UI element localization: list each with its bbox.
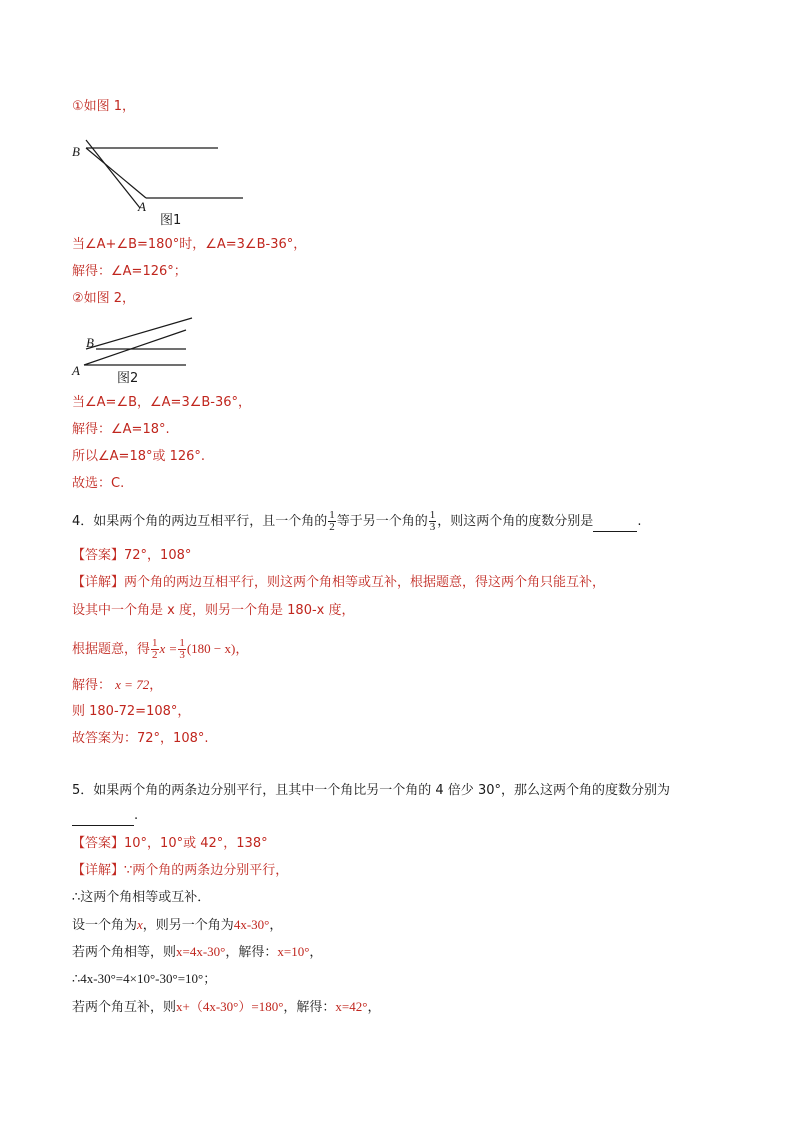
q4-prefix: 4．如果两个角的两边互相平行，且一个角的: [72, 514, 328, 529]
case1-line-2: 解得：∠A=126°；: [72, 264, 187, 279]
q5-detail-line-6: 若两个角互补，则x+（4x-30°）=180°，解得：x=42°，: [72, 999, 381, 1015]
q4-answer-text: 72°，108°: [124, 548, 192, 563]
q4-answer: [72, 547, 191, 565]
q4-answer-tag: 【答案】: [72, 548, 125, 563]
q5-detail-tag: 【详解】: [72, 863, 125, 878]
fig1-label-b: B: [72, 144, 80, 159]
q4-end: .: [637, 514, 642, 529]
q5-detail-line-4: 若两个角相等，则x=4x-30°，解得：x=10°，: [72, 944, 323, 960]
figure-2: [72, 312, 212, 392]
q4-suffix: ，则这两个角的度数分别是: [437, 514, 594, 529]
q4-answer-blank: [593, 513, 637, 532]
case2-line-3: 所以∠A=18°或 126°.: [72, 449, 206, 464]
q4-fraction-1: $\frac{1}{2}$: [329, 509, 335, 533]
case2-title: ②如图 2，: [72, 291, 136, 306]
q5-detail-line-1: 【详解】∵两个角的两条边分别平行，: [72, 863, 289, 878]
fig2-label-a: A: [72, 363, 80, 378]
fig2-label-b: B: [86, 335, 94, 350]
q5-answer-text: 10°，10°或 42°，138°: [124, 836, 268, 851]
case2-line-4: 故选：C.: [72, 476, 125, 491]
q4-detail-tag: 【详解】: [72, 575, 125, 590]
case1-line-1: 当∠A+∠B=180°时，∠A=3∠B-36°，: [72, 237, 307, 252]
q4-detail-line-5: 则 180-72=108°，: [72, 704, 191, 719]
q5-detail-line-3: 设一个角为x，则另一个角为4x-30°，: [72, 917, 283, 933]
fig1-caption: 图1: [160, 213, 182, 228]
fig1-label-a: A: [138, 199, 146, 214]
q4-fraction-2: $\frac{1}{3}$: [429, 509, 436, 533]
q5-detail-line-2: ∴这两个角相等或互补．: [72, 890, 211, 905]
question-5: 5．如果两个角的两条边分别平行，且其中一个角比另一个角的 4 倍少 30°，那么这两个角的度数分别为: [72, 783, 670, 798]
q4-detail-line-4: 解得： x = 72，: [72, 677, 163, 693]
q4-detail-line-1: 【详解】两个角的两边互相平行，则这两个角相等或互补，根据题意，得这两个角只能互补，: [72, 575, 606, 590]
q5-detail-line-5: ∴4x-30°=4×10°-30°=10°；: [72, 971, 217, 986]
question-5-line-2: .: [72, 807, 138, 826]
q4-detail-line-3: 根据题意，得 $\frac{1}{2}$ x = $\frac{1}{3}$ (180 − x)，: [72, 637, 249, 661]
case2-line-1: 当∠A=∠B，∠A=3∠B-36°，: [72, 395, 252, 410]
q5-answer: [72, 835, 268, 853]
figure-1: [72, 120, 252, 230]
q4-detail-line-2: 设其中一个角是 x 度，则另一个角是 180-x 度，: [72, 603, 355, 618]
case2-line-2: 解得：∠A=18°.: [72, 422, 170, 437]
q4-mid: 等于另一个角的: [336, 514, 428, 529]
q5-answer-blank: [72, 807, 134, 826]
case1-title: ①如图 1，: [72, 99, 136, 114]
question-4: [72, 510, 641, 533]
fig2-caption: 图2: [117, 371, 139, 386]
q5-answer-tag: 【答案】: [72, 836, 125, 851]
q4-detail-line-6: 故答案为：72°，108°.: [72, 731, 209, 746]
